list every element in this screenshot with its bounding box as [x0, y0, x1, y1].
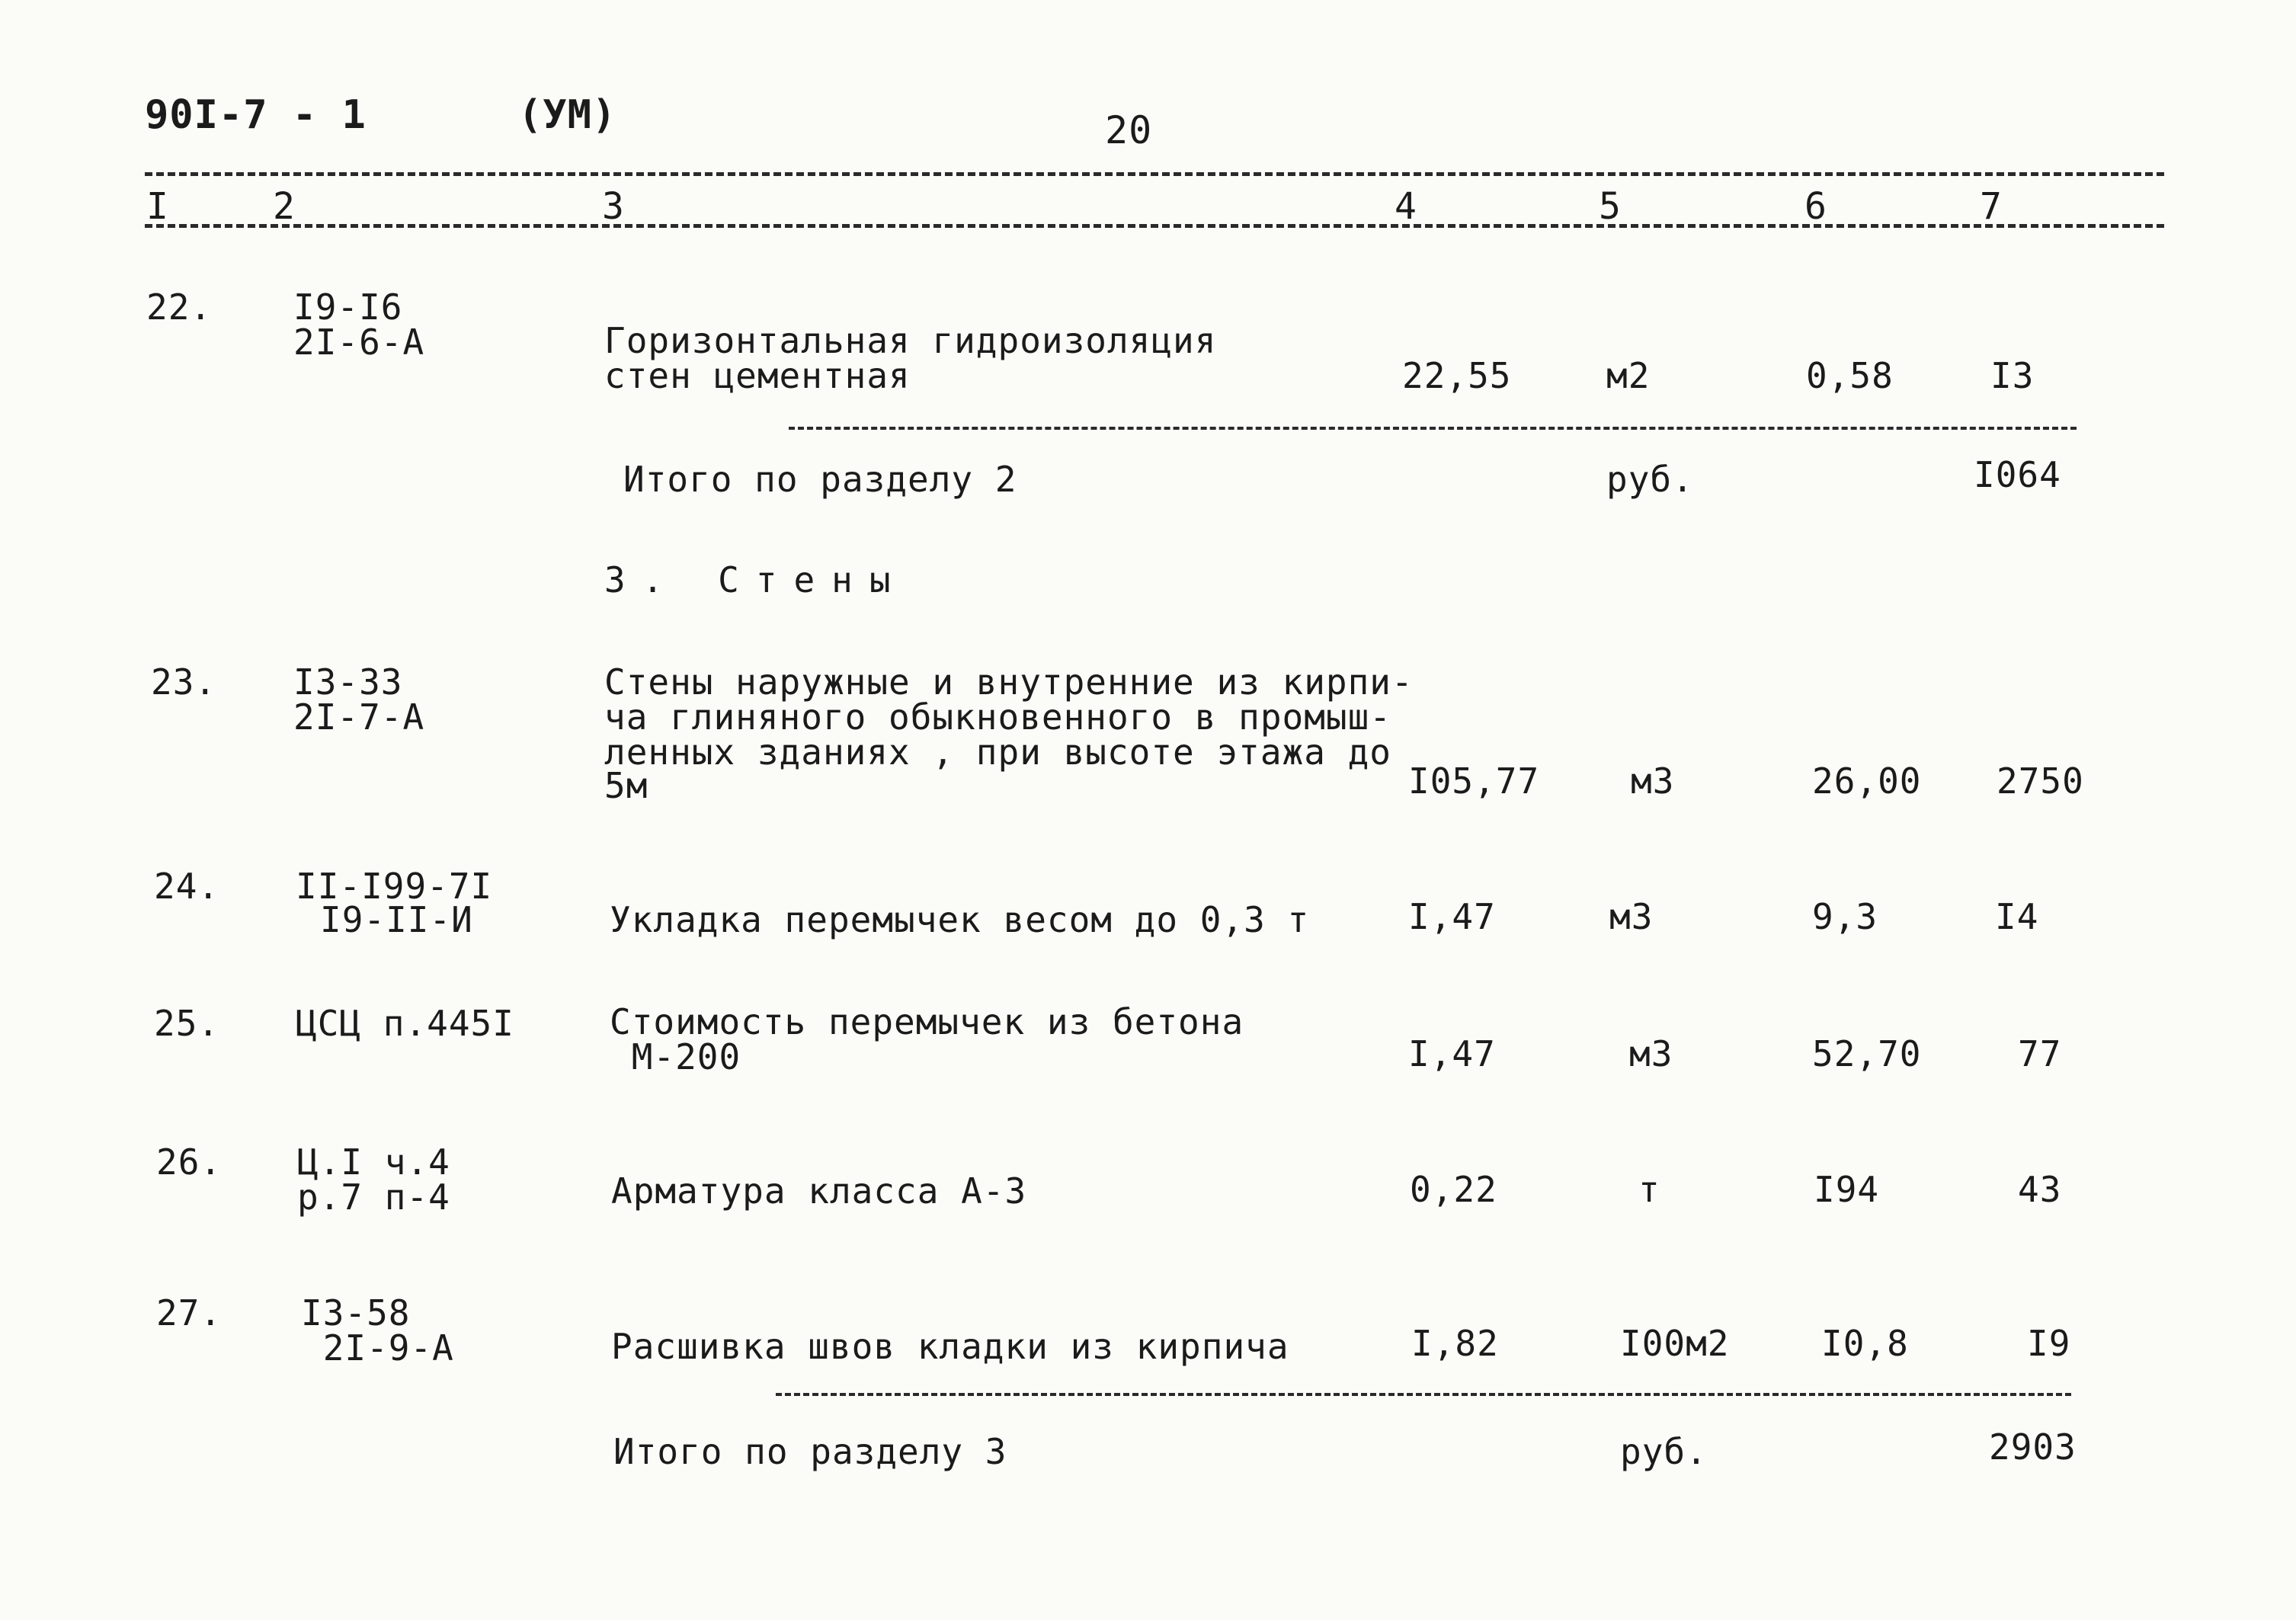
section-heading: 3. Стены	[604, 559, 908, 600]
unit-price: 0,58	[1806, 355, 1894, 396]
row-number: 24.	[154, 866, 220, 907]
item-description: Расшивка швов кладки из кирпича	[611, 1326, 1289, 1367]
row-total: 2750	[1997, 760, 2084, 802]
column-number-1: I	[146, 185, 169, 228]
section-3-total-unit: руб.	[1620, 1431, 1708, 1472]
row-number: 23.	[151, 661, 217, 703]
rate-code: Ц.I ч.4	[297, 1141, 450, 1183]
rate-code: I3-33	[293, 661, 403, 703]
item-description: 5м	[604, 765, 648, 806]
row-number: 27.	[156, 1292, 223, 1333]
row-number: 25.	[154, 1003, 220, 1044]
document-code: 90I-7 - 1	[145, 92, 367, 138]
subtotal-rule	[789, 427, 2077, 430]
page-number: 20	[1105, 108, 1153, 152]
quantity: I05,77	[1408, 760, 1540, 802]
rate-code: ЦСЦ п.445I	[296, 1003, 514, 1044]
row-number: 22.	[146, 287, 213, 328]
section-2-total-label: Итого по разделу 2	[623, 459, 1017, 500]
rate-code: р.7 п-4	[297, 1177, 450, 1218]
unit-price: 52,70	[1812, 1033, 1922, 1074]
column-number-7: 7	[1980, 185, 2003, 228]
rate-code: II-I99-7I	[296, 866, 493, 907]
rate-code: 2I-7-А	[293, 696, 425, 738]
unit: м3	[1631, 760, 1675, 802]
unit: I00м2	[1620, 1323, 1730, 1364]
column-number-5: 5	[1599, 185, 1622, 228]
section-3-total-value: 2903	[1989, 1426, 2077, 1468]
item-description: М-200	[610, 1036, 741, 1077]
item-description: Укладка перемычек весом до 0,3 т	[610, 899, 1310, 940]
subtotal-rule	[776, 1393, 2071, 1396]
item-description: Стоимость перемычек из бетона	[610, 1001, 1244, 1042]
row-total: 43	[2018, 1169, 2062, 1210]
row-total: 77	[2018, 1033, 2062, 1074]
section-2-total-value: I064	[1974, 454, 2061, 495]
item-description: ленных зданиях , при высоте этажа до	[604, 732, 1391, 773]
column-number-6: 6	[1804, 185, 1827, 228]
quantity: I,82	[1411, 1323, 1499, 1364]
unit-price: 9,3	[1812, 896, 1878, 937]
quantity: 0,22	[1410, 1169, 1497, 1210]
unit-price: I94	[1814, 1169, 1880, 1210]
rate-code: I9-I6	[293, 287, 403, 328]
item-description: ча глиняного обыкновенного в промыш-	[604, 696, 1391, 738]
row-total: I9	[2027, 1323, 2071, 1364]
unit: м3	[1629, 1033, 1673, 1074]
item-description: Арматура класса А-3	[611, 1170, 1027, 1212]
item-description: Горизонтальная гидроизоляция	[604, 320, 1217, 361]
header-top-rule	[145, 172, 2164, 176]
document-series: (УМ)	[518, 92, 617, 138]
rate-code: I9-II-И	[320, 899, 473, 940]
row-number: 26.	[156, 1141, 223, 1183]
rate-code: I3-58	[301, 1292, 411, 1333]
row-total: I4	[1995, 896, 2039, 937]
item-description: стен цементная	[604, 355, 911, 396]
column-number-3: 3	[602, 185, 625, 228]
rate-code: 2I-6-А	[293, 322, 425, 363]
unit: м2	[1606, 355, 1651, 396]
header-bottom-rule	[145, 224, 2164, 228]
unit-price: I0,8	[1821, 1323, 1909, 1364]
item-description: Стены наружные и внутренние из кирпи-	[604, 661, 1414, 703]
unit: т	[1638, 1169, 1660, 1210]
quantity: 22,55	[1402, 355, 1512, 396]
quantity: I,47	[1408, 1033, 1496, 1074]
quantity: I,47	[1408, 896, 1496, 937]
column-number-4: 4	[1395, 185, 1417, 228]
unit-price: 26,00	[1812, 760, 1922, 802]
row-total: I3	[1990, 355, 2035, 396]
column-number-2: 2	[273, 185, 296, 228]
unit: м3	[1609, 896, 1654, 937]
section-3-total-label: Итого по разделу 3	[613, 1431, 1007, 1472]
section-2-total-unit: руб.	[1606, 459, 1694, 500]
rate-code: 2I-9-А	[301, 1327, 454, 1369]
